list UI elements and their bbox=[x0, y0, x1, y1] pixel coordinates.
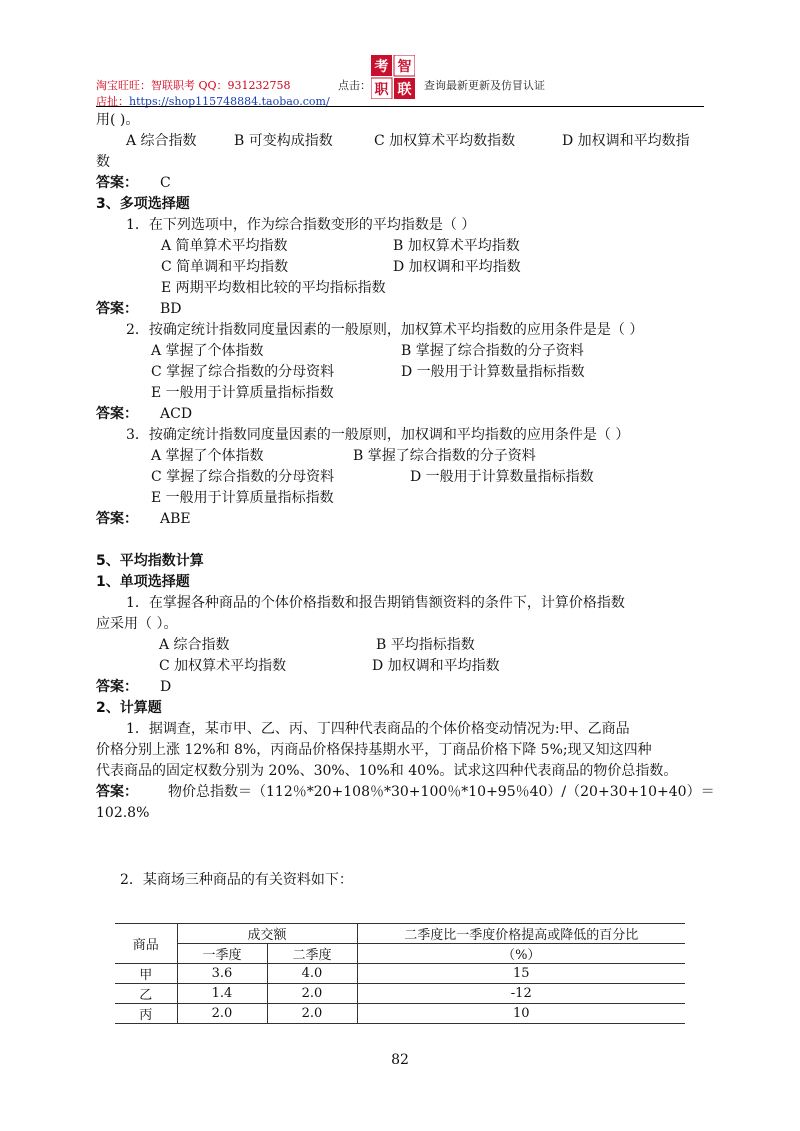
goods-table bbox=[115, 923, 685, 1024]
answer-value: ABE bbox=[160, 511, 191, 527]
answer-line bbox=[96, 173, 706, 194]
option-a: A 掌握了个体指数 bbox=[151, 448, 264, 464]
answer-label: 答案： bbox=[96, 175, 138, 191]
answer-label: 答案： bbox=[96, 406, 138, 422]
header-q1: 一季度 bbox=[177, 944, 267, 964]
question: 2．按确定统计指数同度量因素的一般原则，加权算术平均指数的应用条件是是（ ） bbox=[126, 322, 644, 338]
section-heading: 5、平均指数计算 bbox=[96, 553, 204, 569]
question: 1．据调查，某市甲、乙、丙、丁四种代表商品的个体价格变动情况为:甲、乙商品 bbox=[126, 721, 630, 737]
cell-q2: 2.0 bbox=[267, 1004, 357, 1024]
cell-q1: 1.4 bbox=[177, 984, 267, 1004]
cell-pct: 15 bbox=[357, 964, 685, 984]
page-header bbox=[96, 55, 704, 107]
option-c: C 加权算术平均数指数 bbox=[374, 133, 516, 149]
option-d: D 加权调和平均指数 bbox=[372, 658, 500, 674]
question: 2．某商场三种商品的有关资料如下： bbox=[120, 872, 353, 888]
option-e: E 一般用于计算质量指标指数 bbox=[151, 490, 334, 506]
shop-label: 店扯： bbox=[96, 95, 129, 108]
question: 3．按确定统计指数同度量因素的一般原则，加权调和平均指数的应用条件是（ ） bbox=[126, 427, 630, 443]
click-label: 点击： bbox=[338, 79, 371, 92]
answer-cont: 102.8% bbox=[96, 805, 150, 821]
cell-q1: 2.0 bbox=[177, 1004, 267, 1024]
cell-name: 乙 bbox=[115, 984, 177, 1004]
cell-q2: 4.0 bbox=[267, 964, 357, 984]
logo-char-4: 联 bbox=[397, 82, 412, 98]
option-b: B 可变构成指数 bbox=[234, 133, 333, 149]
question-cont: 应采用（ ）。 bbox=[96, 616, 178, 632]
document-body bbox=[96, 110, 715, 891]
section-heading: 3、多项选择题 bbox=[96, 196, 190, 212]
question-cont: 价格分别上涨 12%和 8%，丙商品价格保持基期水平，丁商品价格下降 5%;现又知这四种 bbox=[96, 742, 652, 758]
option-row bbox=[96, 131, 706, 152]
option-c: C 掌握了综合指数的分母资料 bbox=[151, 469, 335, 485]
table-row bbox=[115, 984, 685, 1004]
header-change: 二季度比一季度价格提高或降低的百分比 bbox=[357, 924, 685, 944]
answer-line bbox=[96, 404, 706, 425]
logo-char-3: 职 bbox=[374, 82, 389, 98]
header-rule bbox=[96, 106, 704, 107]
cell-q1: 3.6 bbox=[177, 964, 267, 984]
verify-note: 查询最新更新及仿冒认证 bbox=[424, 79, 545, 92]
option-d: D 加权调和平均数指 bbox=[562, 133, 690, 149]
answer-value: D bbox=[160, 679, 172, 695]
answer-value: ACD bbox=[160, 406, 193, 422]
header-q2: 二季度 bbox=[267, 944, 357, 964]
section-heading: 1、单项选择题 bbox=[96, 574, 190, 590]
option-a: A 掌握了个体指数 bbox=[151, 343, 264, 359]
option-row bbox=[96, 236, 706, 257]
option-e: E 两期平均数相比较的平均指标指数 bbox=[161, 280, 386, 296]
option-b: B 掌握了综合指数的分子资料 bbox=[353, 448, 536, 464]
answer-value: 物价总指数＝（112％*20+108％*30+100％*10+95％40）/（20+30+10+40）＝ bbox=[168, 784, 715, 800]
option-b: B 平均指标指数 bbox=[376, 637, 475, 653]
logo-char-1: 考 bbox=[374, 59, 389, 75]
option-c: C 简单调和平均指数 bbox=[161, 259, 289, 275]
table-header-row bbox=[115, 944, 685, 964]
answer-line bbox=[96, 299, 706, 320]
answer-value: C bbox=[160, 175, 171, 191]
question: 1．在下列选项中，作为综合指数变形的平均指数是（ ） bbox=[126, 217, 476, 233]
answer-label: 答案： bbox=[96, 301, 138, 317]
table-row bbox=[115, 1004, 685, 1024]
option-row bbox=[96, 656, 706, 677]
option-row bbox=[96, 341, 706, 362]
option-c: C 掌握了综合指数的分母资料 bbox=[151, 364, 335, 380]
option-d: D 加权调和平均指数 bbox=[393, 259, 521, 275]
contact-line: 淘宝旺旺：智联职考 QQ：931232758 bbox=[96, 79, 291, 92]
question-cont: 代表商品的固定权数分别为 20%、30%、10%和 40%。试求这四种代表商品的物价总指数。 bbox=[96, 763, 678, 779]
question: 1．在掌握各种商品的个体价格指数和报告期销售额资料的条件下，计算价格指数 bbox=[126, 595, 625, 611]
zhilian-logo[interactable] bbox=[371, 55, 415, 99]
header-volume: 成交额 bbox=[177, 924, 357, 944]
option-a: A 综合指数 bbox=[126, 133, 197, 149]
option-e: E 一般用于计算质量指标指数 bbox=[151, 385, 334, 401]
option-b: B 掌握了综合指数的分子资料 bbox=[401, 343, 584, 359]
option-row bbox=[96, 467, 706, 488]
option-row bbox=[96, 362, 706, 383]
header-change-unit: （%） bbox=[357, 944, 685, 964]
cell-q2: 2.0 bbox=[267, 984, 357, 1004]
shop-link[interactable]: https://shop115748884.taobao.com/ bbox=[129, 95, 330, 108]
section-heading: 2、计算题 bbox=[96, 700, 162, 716]
text-line: 用( )。 bbox=[96, 112, 140, 128]
answer-value: BD bbox=[160, 301, 182, 317]
answer-label: 答案： bbox=[96, 679, 138, 695]
answer-label: 答案： bbox=[96, 784, 138, 800]
text-line: 数 bbox=[96, 154, 110, 170]
option-row bbox=[96, 257, 706, 278]
cell-name: 甲 bbox=[115, 964, 177, 984]
option-d: D 一般用于计算数量指标指数 bbox=[410, 469, 594, 485]
cell-pct: -12 bbox=[357, 984, 685, 1004]
answer-line bbox=[96, 782, 715, 803]
option-row bbox=[96, 635, 706, 656]
option-d: D 一般用于计算数量指标指数 bbox=[401, 364, 585, 380]
answer-line bbox=[96, 677, 706, 698]
logo-char-2: 智 bbox=[397, 59, 412, 75]
page-number: 82 bbox=[391, 1052, 409, 1068]
option-row bbox=[96, 446, 706, 467]
header-product: 商品 bbox=[115, 924, 177, 964]
answer-label: 答案： bbox=[96, 511, 138, 527]
option-a: A 综合指数 bbox=[159, 637, 230, 653]
option-a: A 简单算术平均指数 bbox=[161, 238, 288, 254]
table-row bbox=[115, 964, 685, 984]
answer-line bbox=[96, 509, 706, 530]
cell-pct: 10 bbox=[357, 1004, 685, 1024]
option-b: B 加权算术平均指数 bbox=[393, 238, 520, 254]
table-header-row bbox=[115, 924, 685, 944]
cell-name: 丙 bbox=[115, 1004, 177, 1024]
option-c: C 加权算术平均指数 bbox=[159, 658, 287, 674]
